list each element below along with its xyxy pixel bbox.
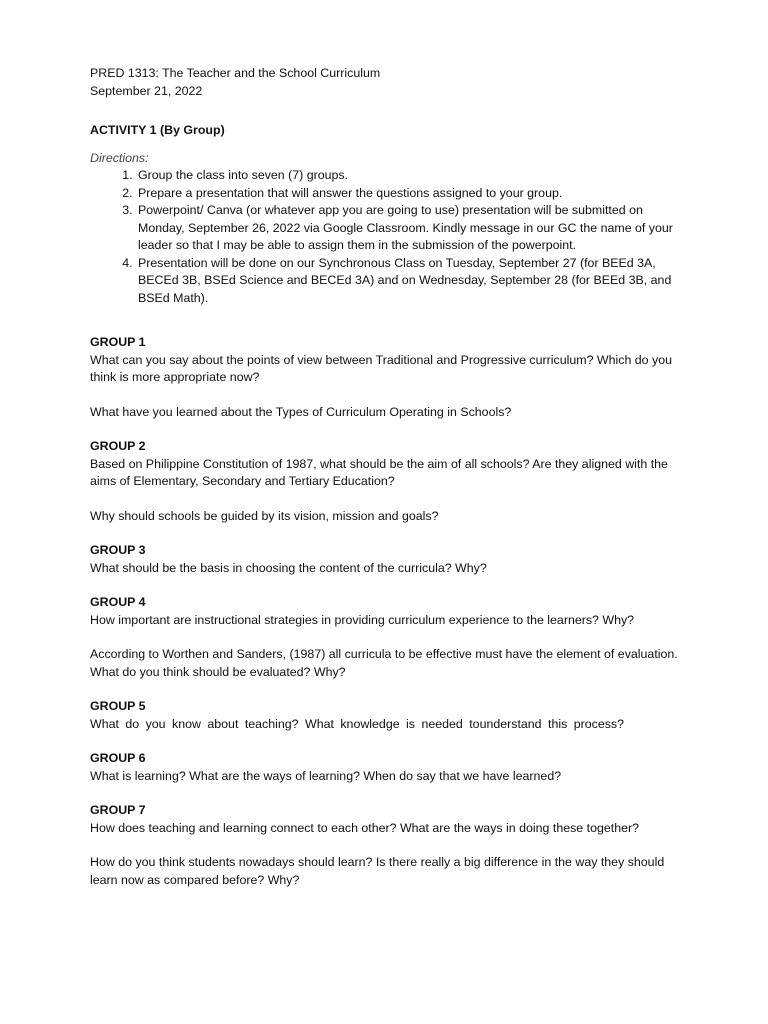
group-title: GROUP 4 — [90, 595, 146, 609]
groups-section — [90, 334, 688, 889]
group-question: How important are instructional strategies in providing curriculum experience to the learners? Why? — [90, 612, 635, 627]
direction-item: 3. Powerpoint/ Canva (or whatever app you are going to use) presentation will be submitted on Monday, September 26, 2022 via Google Classroom. Kindly message in our GC the name of your leader so that I may be able to assign them in the submission of the powerpoint. — [136, 202, 688, 255]
group-question: What have you learned about the Types of Curriculum Operating in Schools? — [90, 404, 512, 419]
group-6 — [90, 750, 688, 785]
document-date: September 21, 2022 — [90, 83, 203, 98]
document-header — [90, 65, 688, 100]
direction-item: 2. Prepare a presentation that will answer the questions assigned to your group. — [136, 185, 688, 203]
group-title: GROUP 1 — [90, 335, 146, 349]
activity-title: ACTIVITY 1 (By Group) — [90, 123, 225, 137]
course-title: PRED 1313: The Teacher and the School Curriculum — [90, 66, 381, 80]
group-title: GROUP 5 — [90, 699, 146, 713]
group-question: What can you say about the points of view between Traditional and Progressive curriculum? Which do you think is more appropriate now? — [90, 352, 672, 384]
group-title: GROUP 7 — [90, 803, 146, 817]
directions-label: Directions: — [90, 150, 149, 165]
group-2 — [90, 438, 688, 525]
directions-list — [90, 167, 688, 307]
group-title: GROUP 2 — [90, 439, 146, 453]
group-question: What should be the basis in choosing the content of the curricula? Why? — [90, 560, 487, 575]
group-5 — [90, 698, 688, 733]
group-4 — [90, 594, 688, 681]
group-7 — [90, 802, 688, 889]
group-question: According to Worthen and Sanders, (1987) all curricula to be effective must have the element of evaluation. What do you think should be evaluated? Why? — [90, 647, 678, 679]
group-question: Based on Philippine Constitution of 1987, what should be the aim of all schools? Are they aligned with the aims of Elementary, Secondary and Tertiary Education? — [90, 456, 668, 488]
group-title: GROUP 3 — [90, 543, 146, 557]
group-title: GROUP 6 — [90, 751, 146, 765]
group-question: What do you know about teaching? What knowledge is needed tounderstand this process? — [90, 716, 625, 731]
direction-item: 1. Group the class into seven (7) groups. — [136, 167, 688, 185]
group-3 — [90, 542, 688, 577]
group-1 — [90, 334, 688, 421]
direction-item: 4. Presentation will be done on our Synchronous Class on Tuesday, September 27 (for BEEd 3A, BECEd 3B, BSEd Science and BECEd 3A) and on Wednesday, September 28 (for BEEd 3B, and BSEd Math). — [136, 255, 688, 308]
group-question: Why should schools be guided by its vision, mission and goals? — [90, 508, 439, 523]
group-question: How do you think students nowadays should learn? Is there really a big difference in the way they should learn now as compared before? Why? — [90, 855, 665, 887]
group-question: What is learning? What are the ways of learning? When do say that we have learned? — [90, 768, 562, 783]
group-question: How does teaching and learning connect to each other? What are the ways in doing these together? — [90, 820, 639, 835]
